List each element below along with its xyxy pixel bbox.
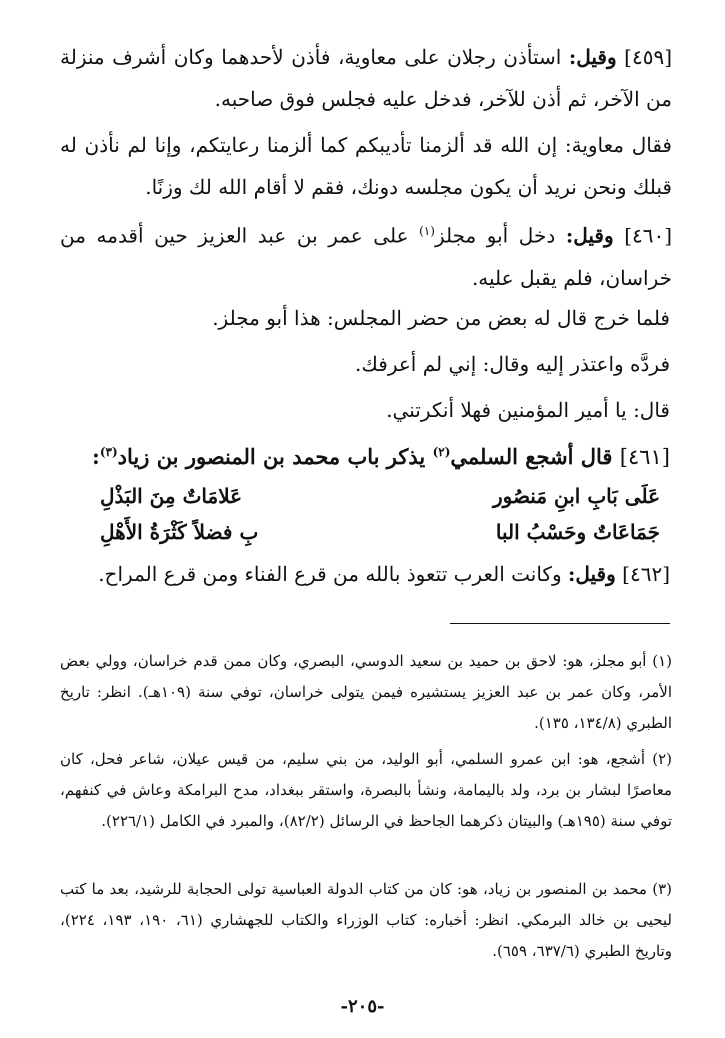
paragraph-text: استأذن رجلان على معاوية، فأذن لأحدهما وكان أشرف منزلة من الآخر، ثم أذن للآخر، فدخل عليه فجلس فوق صاحبه. — [60, 45, 672, 111]
paragraph-460 — [60, 210, 672, 299]
paragraph-459-continued — [60, 124, 672, 208]
footnote-separator — [450, 623, 670, 624]
poem-hemistich: جَمَاعَاتٌ وحَسْبُ البا — [495, 520, 660, 544]
paragraph-text: على عمر بن عبد العزيز حين أقدمه من خراسان، فلم يقبل عليه. — [60, 223, 672, 290]
footnote-ref: (١) — [419, 224, 435, 238]
paragraph-number: [٤٦٠] — [624, 223, 673, 248]
paragraph-461 — [92, 432, 670, 477]
paragraph-number: [٤٥٩] — [624, 45, 673, 69]
paragraph-text: قال أشجع السلمي — [450, 444, 613, 469]
paragraph-text: فقال معاوية: إن الله قد ألزمنا تأديبكم كما ألزمنا رعايتكم، وإنا لم نأذن له قبلك ونحن نريد أن يكون مجلسه دونك، فقم لا أقام الله لك وزنًا. — [60, 133, 672, 199]
line-c: قال: يا أمير المؤمنين فهلا أنكرتني. — [386, 398, 670, 422]
poem-hemistich: عَلَى بَابِ ابنِ مَنصُور — [492, 484, 660, 508]
paragraph-number: [٤٦٢] — [622, 562, 670, 586]
paragraph-text: وكانت العرب تتعوذ بالله من قرع الفناء ومن قرع المراح. — [98, 562, 562, 586]
paragraph-text: يذكر باب محمد بن المنصور بن زياد — [117, 444, 426, 469]
paragraph-text: دخل أبو مجلز — [434, 223, 556, 248]
colon: : — [92, 444, 100, 469]
footnote-3: (٣) محمد بن المنصور بن زياد، هو: كان من كتاب الدولة العباسية تولى الحجابة للرشيد، بعد ما كتب ليحيى بن خالد البرمكي. انظر: أخباره: كتاب الوزراء والكتاب للجهشاري (٦١، ١٩٠، ١٩٣، ٢٢٤)، وتاريخ الطبري (٦٣٧/٦، ٦٥٩). — [60, 880, 673, 960]
paragraph-number: [٤٦١] — [619, 445, 670, 469]
paragraph-459 — [60, 36, 672, 120]
footnote-2: (٢) أشجع، هو: ابن عمرو السلمي، أبو الوليد، من بني سليم، من قيس عيلان، شاعر فحل، كان معاصرًا لبشار بن برد، ولد باليمامة، ونشأ بالبصرة، واستقر ببغداد، مدح البرامكة وعاش في كنفهم، توفي سنة (١٩٥هـ) والبيتان ذكرهما الجاحظ في الرسائل (٨٢/٢)، والمبرد في الكامل (٢٢٦/١). — [60, 750, 672, 830]
line-b: فردَّه واعتذر إليه وقال: إني لم أعرفك. — [355, 352, 670, 376]
footnote-ref: (٣) — [99, 445, 118, 459]
footnote-1: (١) أبو مجلز، هو: لاحق بن حميد بن سعيد الدوسي، البصري، وكان ممن قدم خراسان، وولي بعض الأمر، وكان عمر بن عبد العزيز يستشيره فيمن يتولى خراسان، توفي سنة (١٠٩هـ). انظر: تاريخ الطبري (١٣٤/٨، ١٣٥). — [60, 652, 672, 732]
page-number: -٢٠٥- — [340, 996, 385, 1017]
poem-hemistich: عَلامَاتٌ مِنَ البَذْلِ — [100, 484, 243, 508]
paragraph-keyword: وقيل: — [567, 562, 616, 586]
paragraph-keyword: وقيل: — [568, 45, 617, 69]
paragraph-462 — [98, 554, 670, 594]
poem-hemistich: بِ فضلاً كَثْرَةُ الأَهْلِ — [100, 520, 259, 544]
footnote-ref: (٢) — [432, 445, 451, 459]
paragraph-keyword: وقيل: — [565, 223, 614, 248]
line-a: فلما خرج قال له بعض من حضر المجلس: هذا أبو مجلز. — [212, 306, 670, 330]
